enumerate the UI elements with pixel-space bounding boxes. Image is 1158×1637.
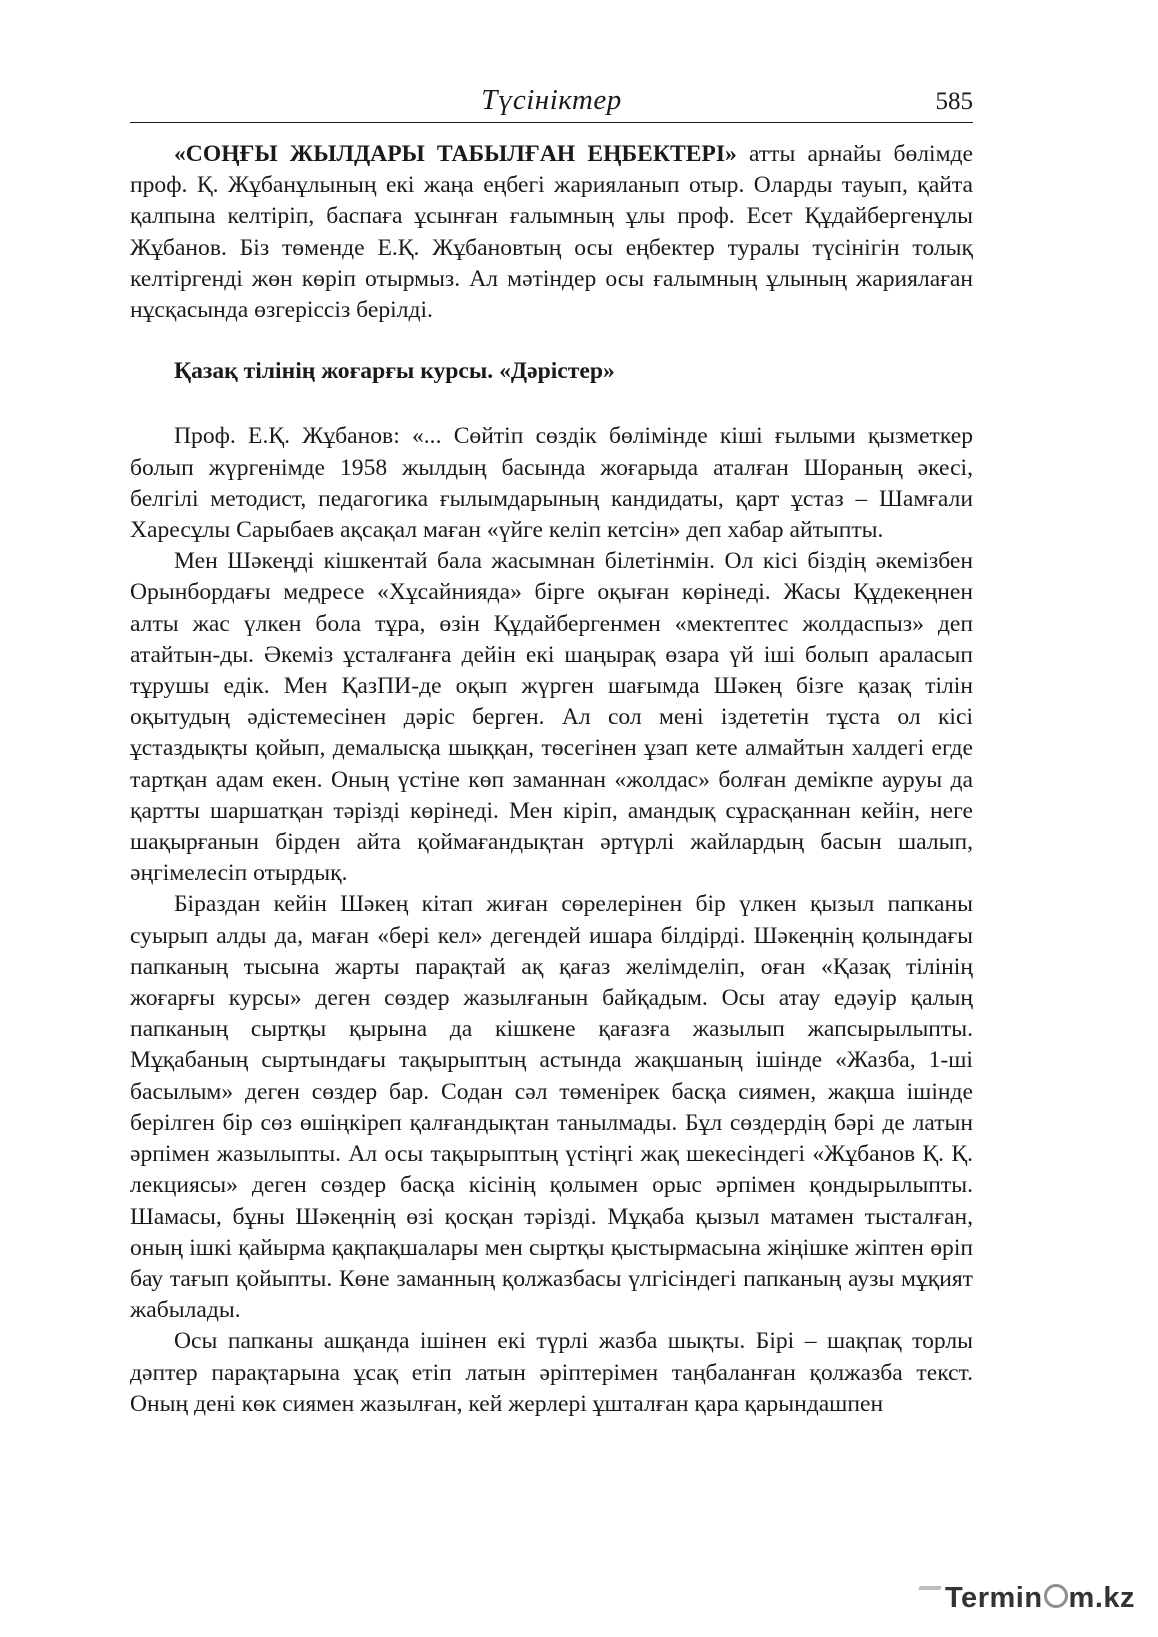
body-paragraph: Проф. Е.Қ. Жұбанов: «... Сөйтіп сөздік бөлімінде кіші ғылыми қызметкер болып жүргенімде 1958 жылдың басында жоғарыда аталған Шораның әкесі, белгілі методист, педагогика ғылымдарының кандидаты, қарт ұстаз – Шамғали Харесұлы Сарыбаев ақсақал маған «үйге келіп кетсін» деп хабар айтыпты. [130,423,973,544]
body-paragraph: Біраздан кейін Шәкең кітап жиған сөрелерінен бір үлкен қызыл папканы суырып алды да, маған «бері кел» дегендей ишара білдірді. Шәкеңнің қолындағы папканың тысына жарты парақтай ақ қағаз желімделіп, оған «Қазақ тілінің жоғарғы курсы» деген сөздер жазылғанын байқадым. Осы атау едәуір қалың папканың сыртқы қырына да кішкене қағазға жазылып жапсырылыпты. Мұқабаның сыртындағы тақырыптың астында жақшаның ішінде «Жазба, 1-ші басылым» деген сөздер бар. Содан сәл төменірек басқа сиямен, жақша ішінде берілген бір сөз өшіңкіреп қалғандықтан танылмады. Бұл сөздердің бәрі де латын әрпімен жазылыпты. Ал осы тақырыптың үстіңгі жақ шекесіндегі «Жұбанов Қ. Қ. лекциясы» деген сөздер басқа кісінің қолымен орыс әрпімен қондырылыпты. Шамасы, бұны Шәкеңнің өзі қосқан тәрізді. Мұқаба қызыл матамен тысталған, оның ішкі қайырма қақпақшалары мен сыртқы қыстырмасына жіңішке жіптен өріп бау тағып қойыпты. Көне заманның қолжазбасы үлгісіндегі папканың аузы мұқият жабылады. [130,891,973,1324]
intro-paragraph [130,139,973,326]
page-body [130,139,973,1420]
running-header [130,78,973,123]
page [130,78,973,1420]
watermark-circle-icon [1044,1584,1068,1608]
watermark-text-right: m.kz [1068,1582,1136,1614]
intro-text: атты арнайы бөлімде проф. Қ. Жұбанұлының екі жаңа еңбегі жарияланып отыр. Оларды тауып, қайта қалпына келтіріп, баспаға ұсынған ғалымның ұлы проф. Есет Құдайбергенұлы Жұбанов. Біз төменде Е.Қ. Жұбановтың осы еңбектер туралы түсінігін толық келтіргенді жөн көріп отырмыз. Ал мәтіндер осы ғалымның ұлының жариялаған нұсқасында өзгеріссіз берілді. [130,141,973,324]
watermark-text-left: Termin [945,1582,1043,1614]
watermark-logo [945,1582,1145,1626]
section-heading: Қазақ тілінің жоғарғы курсы. «Дәрістер» [174,358,615,385]
running-title: Түсініктер [481,84,622,116]
body-paragraph: Осы папканы ашқанда ішінен екі түрлі жазба шықты. Бірі – шақпақ торлы дәптер парақтарына ұсақ етіп латын әріптерімен таңбаланған қолжазба текст. Оның дені көк сиямен жазылған, кей жерлері ұшталған қара қарындашпен [130,1328,973,1417]
body-paragraph: Мен Шәкеңді кішкентай бала жасымнан білетінмін. Ол кісі біздің әкемізбен Орынбордағы медресе «Хұсайнияда» бірге оқыған көрінеді. Жасы Құдекеңнен алты жас үлкен бола тұра, өзін Құдайбергенмен «мектептес жолдаспыз» деп атайтын-ды. Әкеміз ұсталғанға дейін екі шаңырақ өзара үй іші болып араласып тұрушы едік. Мен ҚазПИ-де оқып жүрген шағымда Шәкең бізге қазақ тілін оқытудың әдістемесінен дәріс берген. Ал сол мені іздететін тұста ол кісі ұстаздықты қойып, демалысқа шыққан, төсегінен ұзап кете алмайтын халдегі егде тартқан адам екен. Оның үстіне көп заманнан «жолдас» болған демікпе ауруы да қартты шаршатқан тәрізді көрінеді. Мен кіріп, амандық сұрасқаннан кейін, неге шақырғанын бірден айта қоймағандықтан әртүрлі жайлардың басын шалып, әңгімелесіп отырдық. [130,548,973,887]
section-title-bold: «СОҢҒЫ ЖЫЛДАРЫ ТАБЫЛҒАН ЕҢБЕКТЕРІ» [174,141,737,167]
page-number: 585 [935,88,973,115]
